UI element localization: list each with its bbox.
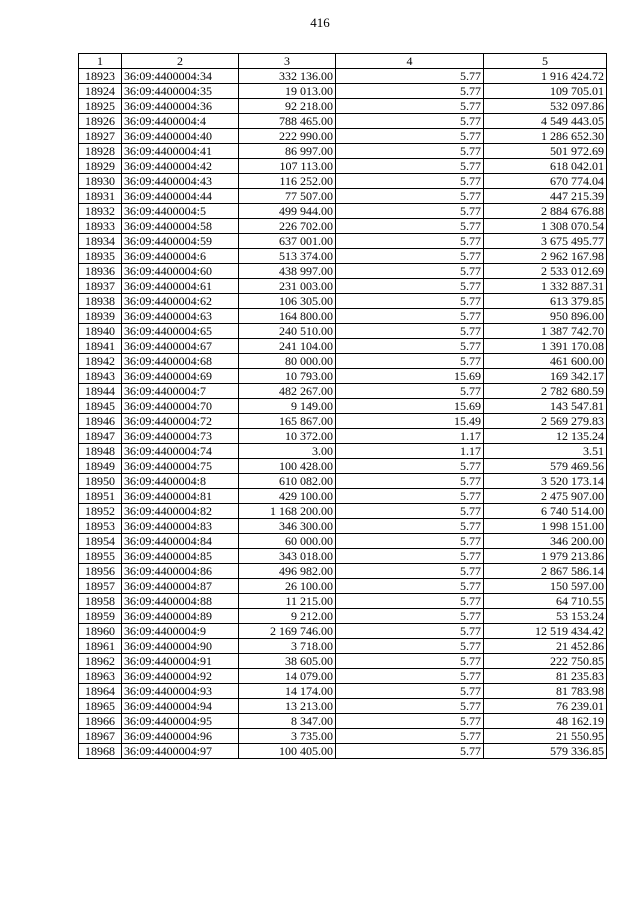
table-cell: 18947: [79, 429, 122, 444]
table-cell: 36:09:4400004:34: [122, 69, 239, 84]
table-cell: 18932: [79, 204, 122, 219]
table-cell: 1 168 200.00: [239, 504, 336, 519]
table-cell: 64 710.55: [484, 594, 607, 609]
table-cell: 496 982.00: [239, 564, 336, 579]
table-cell: 48 162.19: [484, 714, 607, 729]
table-cell: 788 465.00: [239, 114, 336, 129]
table-cell: 36:09:4400004:96: [122, 729, 239, 744]
table-cell: 36:09:4400004:7: [122, 384, 239, 399]
table-cell: 2 782 680.59: [484, 384, 607, 399]
table-cell: 532 097.86: [484, 99, 607, 114]
table-row: [79, 309, 607, 324]
table-cell: 15.69: [336, 369, 484, 384]
table-cell: 18930: [79, 174, 122, 189]
table-cell: 1 286 652.30: [484, 129, 607, 144]
table-cell: 19 013.00: [239, 84, 336, 99]
table-cell: 5.77: [336, 714, 484, 729]
table-cell: 36:09:4400004:60: [122, 264, 239, 279]
table-cell: 18941: [79, 339, 122, 354]
table-cell: 36:09:4400004:43: [122, 174, 239, 189]
table-cell: 240 510.00: [239, 324, 336, 339]
table-cell: 36:09:4400004:83: [122, 519, 239, 534]
table-cell: 5.77: [336, 654, 484, 669]
table-cell: 5.77: [336, 174, 484, 189]
table-cell: 26 100.00: [239, 579, 336, 594]
table-row: [79, 279, 607, 294]
table-cell: 5.77: [336, 489, 484, 504]
table-cell: 226 702.00: [239, 219, 336, 234]
table-row: [79, 354, 607, 369]
table-row: [79, 474, 607, 489]
table-cell: 18954: [79, 534, 122, 549]
table-cell: 36:09:4400004:97: [122, 744, 239, 759]
table-cell: 5.77: [336, 219, 484, 234]
table-cell: 18944: [79, 384, 122, 399]
table-cell: 36:09:4400004:81: [122, 489, 239, 504]
table-cell: 1.17: [336, 429, 484, 444]
table-cell: 18965: [79, 699, 122, 714]
table-row: [79, 444, 607, 459]
table-cell: 18967: [79, 729, 122, 744]
table-cell: 3 735.00: [239, 729, 336, 744]
table-cell: 18953: [79, 519, 122, 534]
table-cell: 18937: [79, 279, 122, 294]
table-cell: 5.77: [336, 519, 484, 534]
table-cell: 36:09:4400004:69: [122, 369, 239, 384]
table-cell: 80 000.00: [239, 354, 336, 369]
table-cell: 5.77: [336, 684, 484, 699]
table-row: [79, 549, 607, 564]
table-cell: 92 218.00: [239, 99, 336, 114]
table-cell: 36:09:4400004:62: [122, 294, 239, 309]
column-header: 1: [79, 54, 122, 69]
column-header: 2: [122, 54, 239, 69]
table-cell: 14 174.00: [239, 684, 336, 699]
table-cell: 18961: [79, 639, 122, 654]
table-cell: 2 169 746.00: [239, 624, 336, 639]
table-cell: 18923: [79, 69, 122, 84]
table-cell: 4 549 443.05: [484, 114, 607, 129]
column-header: 3: [239, 54, 336, 69]
table-cell: 36:09:4400004:59: [122, 234, 239, 249]
table-cell: 36:09:4400004:58: [122, 219, 239, 234]
table-cell: 5.77: [336, 69, 484, 84]
table-row: [79, 174, 607, 189]
table-cell: 18958: [79, 594, 122, 609]
table-cell: 38 605.00: [239, 654, 336, 669]
table-cell: 18931: [79, 189, 122, 204]
table-cell: 18956: [79, 564, 122, 579]
table-cell: 18949: [79, 459, 122, 474]
table-cell: 18936: [79, 264, 122, 279]
data-table: [78, 53, 607, 759]
table-cell: 53 153.24: [484, 609, 607, 624]
table-cell: 15.49: [336, 414, 484, 429]
table-cell: 164 800.00: [239, 309, 336, 324]
table-cell: 18960: [79, 624, 122, 639]
table-cell: 36:09:4400004:6: [122, 249, 239, 264]
table-cell: 36:09:4400004:94: [122, 699, 239, 714]
table-cell: 3 520 173.14: [484, 474, 607, 489]
table-cell: 18942: [79, 354, 122, 369]
table-cell: 2 884 676.88: [484, 204, 607, 219]
column-header: 4: [336, 54, 484, 69]
table-cell: 109 705.01: [484, 84, 607, 99]
table-cell: 21 550.95: [484, 729, 607, 744]
table-row: [79, 624, 607, 639]
table-cell: 36:09:4400004:8: [122, 474, 239, 489]
table-cell: 36:09:4400004:85: [122, 549, 239, 564]
table-cell: 18962: [79, 654, 122, 669]
table-cell: 18934: [79, 234, 122, 249]
table-cell: 579 469.56: [484, 459, 607, 474]
table-cell: 36:09:4400004:95: [122, 714, 239, 729]
table-row: [79, 744, 607, 759]
table-row: [79, 129, 607, 144]
table-cell: 36:09:4400004:65: [122, 324, 239, 339]
table-cell: 5.77: [336, 309, 484, 324]
table-cell: 36:09:4400004:35: [122, 84, 239, 99]
table-cell: 5.77: [336, 639, 484, 654]
table-row: [79, 219, 607, 234]
table-cell: 13 213.00: [239, 699, 336, 714]
table-cell: 6 740 514.00: [484, 504, 607, 519]
table-cell: 222 750.85: [484, 654, 607, 669]
table-cell: 18926: [79, 114, 122, 129]
table-cell: 36:09:4400004:67: [122, 339, 239, 354]
table-cell: 10 793.00: [239, 369, 336, 384]
table-cell: 499 944.00: [239, 204, 336, 219]
table-cell: 5.77: [336, 669, 484, 684]
table-cell: 5.77: [336, 384, 484, 399]
table-cell: 18938: [79, 294, 122, 309]
table-cell: 36:09:4400004:72: [122, 414, 239, 429]
table-cell: 950 896.00: [484, 309, 607, 324]
table-row: [79, 99, 607, 114]
table-row: [79, 654, 607, 669]
table-row: [79, 189, 607, 204]
table-cell: 18957: [79, 579, 122, 594]
table-cell: 241 104.00: [239, 339, 336, 354]
table-cell: 5.77: [336, 459, 484, 474]
table-cell: 36:09:4400004:9: [122, 624, 239, 639]
table-cell: 18950: [79, 474, 122, 489]
table-cell: 18946: [79, 414, 122, 429]
table-cell: 2 962 167.98: [484, 249, 607, 264]
table-cell: 36:09:4400004:90: [122, 639, 239, 654]
table-cell: 81 235.83: [484, 669, 607, 684]
table-cell: 5.77: [336, 159, 484, 174]
table-row: [79, 399, 607, 414]
table-cell: 100 428.00: [239, 459, 336, 474]
table-cell: 8 347.00: [239, 714, 336, 729]
table-cell: 36:09:4400004:73: [122, 429, 239, 444]
table-cell: 36:09:4400004:86: [122, 564, 239, 579]
table-row: [79, 414, 607, 429]
table-row: [79, 699, 607, 714]
table-cell: 613 379.85: [484, 294, 607, 309]
table-row: [79, 114, 607, 129]
table-cell: 107 113.00: [239, 159, 336, 174]
table-cell: 5.77: [336, 534, 484, 549]
table-cell: 9 212.00: [239, 609, 336, 624]
table-cell: 36:09:4400004:4: [122, 114, 239, 129]
table-cell: 18959: [79, 609, 122, 624]
table-cell: 438 997.00: [239, 264, 336, 279]
table-cell: 18928: [79, 144, 122, 159]
table-cell: 5.77: [336, 204, 484, 219]
table-row: [79, 504, 607, 519]
table-cell: 36:09:4400004:74: [122, 444, 239, 459]
table-cell: 12 519 434.42: [484, 624, 607, 639]
table-cell: 15.69: [336, 399, 484, 414]
table-cell: 1.17: [336, 444, 484, 459]
table-row: [79, 534, 607, 549]
table-cell: 5.77: [336, 609, 484, 624]
table-cell: 5.77: [336, 339, 484, 354]
table-cell: 36:09:4400004:44: [122, 189, 239, 204]
table-cell: 36:09:4400004:88: [122, 594, 239, 609]
table-cell: 36:09:4400004:41: [122, 144, 239, 159]
table-cell: 2 533 012.69: [484, 264, 607, 279]
table-cell: 18929: [79, 159, 122, 174]
table-cell: 1 391 170.08: [484, 339, 607, 354]
table-row: [79, 639, 607, 654]
table-cell: 513 374.00: [239, 249, 336, 264]
table-cell: 482 267.00: [239, 384, 336, 399]
table-cell: 5.77: [336, 549, 484, 564]
table-row: [79, 384, 607, 399]
table-cell: 12 135.24: [484, 429, 607, 444]
table-cell: 5.77: [336, 279, 484, 294]
table-cell: 18968: [79, 744, 122, 759]
table-cell: 150 597.00: [484, 579, 607, 594]
table-cell: 1 998 151.00: [484, 519, 607, 534]
table-cell: 18925: [79, 99, 122, 114]
table-row: [79, 249, 607, 264]
table-row: [79, 729, 607, 744]
table-row: [79, 84, 607, 99]
table-cell: 76 239.01: [484, 699, 607, 714]
table-row: [79, 204, 607, 219]
table-cell: 18952: [79, 504, 122, 519]
table-cell: 2 569 279.83: [484, 414, 607, 429]
table-row: [79, 519, 607, 534]
table-cell: 10 372.00: [239, 429, 336, 444]
table-cell: 86 997.00: [239, 144, 336, 159]
table-cell: 9 149.00: [239, 399, 336, 414]
table-cell: 36:09:4400004:91: [122, 654, 239, 669]
table-cell: 18924: [79, 84, 122, 99]
table-row: [79, 714, 607, 729]
table-row: [79, 144, 607, 159]
table-cell: 18935: [79, 249, 122, 264]
table-cell: 5.77: [336, 699, 484, 714]
table-cell: 3 675 495.77: [484, 234, 607, 249]
table-cell: 5.77: [336, 354, 484, 369]
table-row: [79, 609, 607, 624]
table-cell: 36:09:4400004:93: [122, 684, 239, 699]
table-cell: 1 979 213.86: [484, 549, 607, 564]
table-cell: 18943: [79, 369, 122, 384]
table-cell: 143 547.81: [484, 399, 607, 414]
table-cell: 21 452.86: [484, 639, 607, 654]
table-cell: 447 215.39: [484, 189, 607, 204]
table-cell: 36:09:4400004:89: [122, 609, 239, 624]
table-cell: 637 001.00: [239, 234, 336, 249]
table-cell: 36:09:4400004:87: [122, 579, 239, 594]
table-row: [79, 69, 607, 84]
table-cell: 18945: [79, 399, 122, 414]
table-cell: 36:09:4400004:5: [122, 204, 239, 219]
table-cell: 579 336.85: [484, 744, 607, 759]
table-cell: 5.77: [336, 234, 484, 249]
table-cell: 343 018.00: [239, 549, 336, 564]
table-row: [79, 564, 607, 579]
table-cell: 670 774.04: [484, 174, 607, 189]
table-row: [79, 159, 607, 174]
column-header: 5: [484, 54, 607, 69]
table-row: [79, 369, 607, 384]
page-number: 416: [310, 15, 330, 30]
table-cell: 18948: [79, 444, 122, 459]
table-row: [79, 294, 607, 309]
table-row: [79, 459, 607, 474]
table-cell: 18955: [79, 549, 122, 564]
table-cell: 36:09:4400004:61: [122, 279, 239, 294]
table-cell: 461 600.00: [484, 354, 607, 369]
table-cell: 5.77: [336, 474, 484, 489]
table-cell: 5.77: [336, 249, 484, 264]
table-cell: 165 867.00: [239, 414, 336, 429]
table-cell: 81 783.98: [484, 684, 607, 699]
table-header-row: [79, 54, 607, 69]
table-cell: 429 100.00: [239, 489, 336, 504]
table-cell: 77 507.00: [239, 189, 336, 204]
table-cell: 5.77: [336, 579, 484, 594]
table-cell: 60 000.00: [239, 534, 336, 549]
table-cell: 5.77: [336, 129, 484, 144]
table-cell: 36:09:4400004:92: [122, 669, 239, 684]
table-cell: 610 082.00: [239, 474, 336, 489]
table-cell: 18963: [79, 669, 122, 684]
table-cell: 5.77: [336, 564, 484, 579]
table-cell: 231 003.00: [239, 279, 336, 294]
table-cell: 106 305.00: [239, 294, 336, 309]
table-cell: 100 405.00: [239, 744, 336, 759]
table-cell: 3.51: [484, 444, 607, 459]
table-cell: 5.77: [336, 744, 484, 759]
table-cell: 5.77: [336, 84, 484, 99]
table-cell: 5.77: [336, 624, 484, 639]
table-cell: 18933: [79, 219, 122, 234]
table-cell: 18940: [79, 324, 122, 339]
table-cell: 5.77: [336, 189, 484, 204]
table-cell: 36:09:4400004:68: [122, 354, 239, 369]
table-row: [79, 234, 607, 249]
table-row: [79, 669, 607, 684]
table-cell: 36:09:4400004:70: [122, 399, 239, 414]
table-cell: 36:09:4400004:42: [122, 159, 239, 174]
table-cell: 11 215.00: [239, 594, 336, 609]
table-row: [79, 264, 607, 279]
table-cell: 36:09:4400004:84: [122, 534, 239, 549]
table-cell: 5.77: [336, 594, 484, 609]
table-cell: 346 200.00: [484, 534, 607, 549]
table-cell: 14 079.00: [239, 669, 336, 684]
table-cell: 332 136.00: [239, 69, 336, 84]
table-body: [79, 69, 607, 759]
table-cell: 169 342.17: [484, 369, 607, 384]
table-cell: 5.77: [336, 114, 484, 129]
table-cell: 116 252.00: [239, 174, 336, 189]
table-cell: 5.77: [336, 99, 484, 114]
table-cell: 5.77: [336, 504, 484, 519]
table-row: [79, 324, 607, 339]
table-row: [79, 489, 607, 504]
table-cell: 5.77: [336, 294, 484, 309]
table-cell: 36:09:4400004:75: [122, 459, 239, 474]
table-cell: 1 332 887.31: [484, 279, 607, 294]
table-cell: 2 867 586.14: [484, 564, 607, 579]
table-row: [79, 594, 607, 609]
table-cell: 1 916 424.72: [484, 69, 607, 84]
table-row: [79, 429, 607, 444]
table-cell: 5.77: [336, 729, 484, 744]
table-cell: 3 718.00: [239, 639, 336, 654]
table-cell: 2 475 907.00: [484, 489, 607, 504]
table-cell: 18964: [79, 684, 122, 699]
table-cell: 1 387 742.70: [484, 324, 607, 339]
table-cell: 36:09:4400004:63: [122, 309, 239, 324]
table-row: [79, 684, 607, 699]
table-cell: 1 308 070.54: [484, 219, 607, 234]
table-cell: 5.77: [336, 264, 484, 279]
table-row: [79, 579, 607, 594]
table-cell: 18927: [79, 129, 122, 144]
table-cell: 36:09:4400004:82: [122, 504, 239, 519]
table-cell: 346 300.00: [239, 519, 336, 534]
table-cell: 501 972.69: [484, 144, 607, 159]
table-row: [79, 339, 607, 354]
table-cell: 222 990.00: [239, 129, 336, 144]
table-cell: 18939: [79, 309, 122, 324]
table-cell: 36:09:4400004:36: [122, 99, 239, 114]
table-cell: 5.77: [336, 324, 484, 339]
table-cell: 3.00: [239, 444, 336, 459]
table-cell: 36:09:4400004:40: [122, 129, 239, 144]
table-cell: 618 042.01: [484, 159, 607, 174]
table-cell: 18966: [79, 714, 122, 729]
table-cell: 5.77: [336, 144, 484, 159]
table-cell: 18951: [79, 489, 122, 504]
